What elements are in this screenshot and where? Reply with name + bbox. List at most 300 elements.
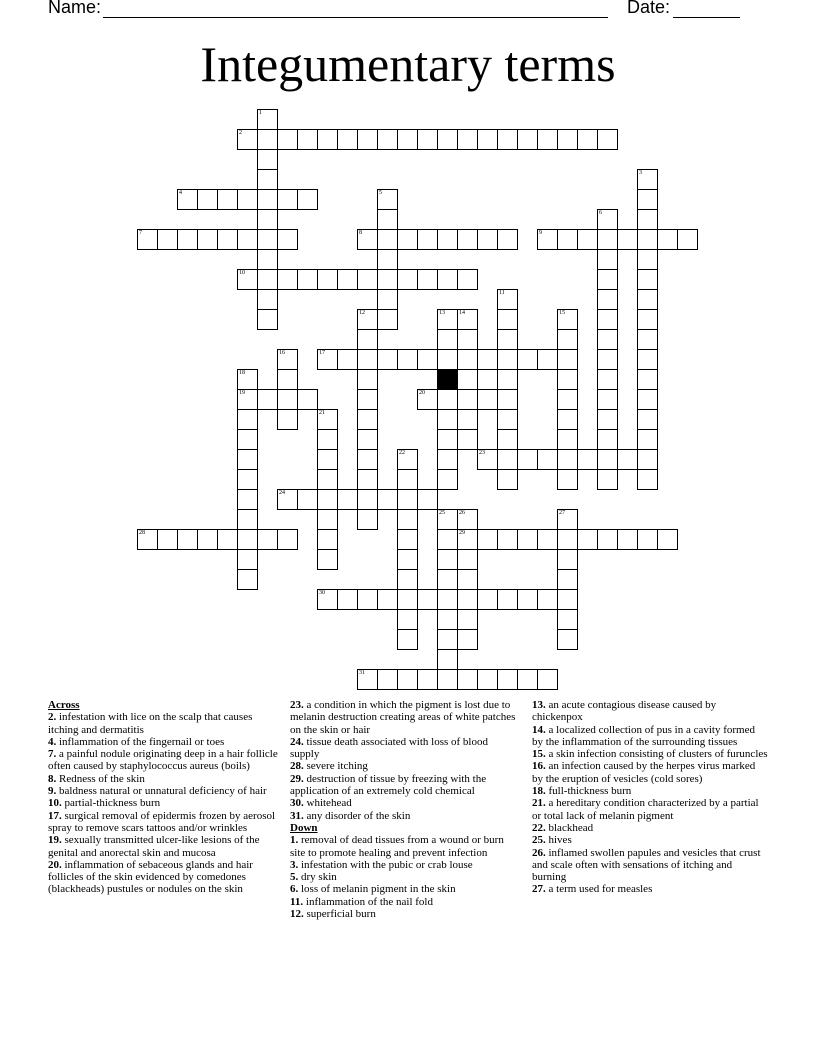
- crossword-cell[interactable]: [577, 129, 598, 150]
- down-clue: [290, 908, 520, 920]
- crossword-cell[interactable]: [397, 529, 418, 550]
- crossword-cell[interactable]: [297, 489, 318, 510]
- crossword-cell[interactable]: [597, 429, 618, 450]
- crossword-cell[interactable]: [477, 129, 498, 150]
- crossword-cell[interactable]: [617, 229, 638, 250]
- crossword-cell[interactable]: [437, 569, 458, 590]
- clue-label: 11.: [290, 895, 304, 908]
- crossword-cell[interactable]: [677, 229, 698, 250]
- crossword-cell[interactable]: [477, 529, 498, 550]
- crossword-cell[interactable]: [417, 349, 438, 370]
- crossword-cell[interactable]: [497, 309, 518, 330]
- crossword-cell[interactable]: [597, 129, 618, 150]
- crossword-cell[interactable]: [597, 369, 618, 390]
- crossword-cell[interactable]: [537, 589, 558, 610]
- crossword-cell[interactable]: [357, 669, 378, 690]
- crossword-cell[interactable]: [437, 669, 458, 690]
- crossword-cell[interactable]: [237, 429, 258, 450]
- crossword-cell[interactable]: [437, 329, 458, 350]
- crossword-cell[interactable]: [597, 309, 618, 330]
- crossword-cell[interactable]: [557, 509, 578, 530]
- crossword-cell[interactable]: [437, 549, 458, 570]
- crossword-cell[interactable]: [437, 649, 458, 670]
- crossword-cell[interactable]: [597, 269, 618, 290]
- across-clue: [48, 773, 282, 785]
- crossword-cell[interactable]: [457, 609, 478, 630]
- crossword-cell[interactable]: [157, 529, 178, 550]
- crossword-cell[interactable]: [557, 589, 578, 610]
- crossword-cell[interactable]: [317, 449, 338, 470]
- crossword-cell[interactable]: [497, 409, 518, 430]
- crossword-cell[interactable]: [557, 609, 578, 630]
- crossword-cell[interactable]: [497, 289, 518, 310]
- crossword-cell[interactable]: [497, 329, 518, 350]
- down-clue: [532, 883, 768, 895]
- crossword-cell[interactable]: [377, 209, 398, 230]
- crossword-cell[interactable]: [337, 269, 358, 290]
- crossword-cell[interactable]: [597, 249, 618, 270]
- crossword-cell[interactable]: [557, 329, 578, 350]
- crossword-cell[interactable]: [637, 349, 658, 370]
- crossword-cell[interactable]: [417, 489, 438, 510]
- crossword-cell[interactable]: [377, 269, 398, 290]
- crossword-cell[interactable]: [297, 189, 318, 210]
- crossword-cell[interactable]: [557, 229, 578, 250]
- crossword-cell[interactable]: [537, 449, 558, 470]
- down-clue: [532, 724, 768, 749]
- crossword-cell[interactable]: [337, 589, 358, 610]
- crossword-cell[interactable]: [477, 589, 498, 610]
- crossword-cell[interactable]: [637, 169, 658, 190]
- crossword-cell[interactable]: [357, 269, 378, 290]
- crossword-cell[interactable]: [597, 529, 618, 550]
- crossword-cell[interactable]: [457, 229, 478, 250]
- crossword-cell[interactable]: [517, 669, 538, 690]
- crossword-cell[interactable]: [577, 229, 598, 250]
- crossword-cell[interactable]: [317, 509, 338, 530]
- crossword-cell[interactable]: [377, 349, 398, 370]
- crossword-cell[interactable]: [237, 549, 258, 570]
- clue-text: inflammation of the fingernail or toes: [56, 735, 225, 748]
- clue-text: sexually transmitted ulcer-like lesions of the genital and anorectal skin and mucosa: [48, 834, 260, 859]
- crossword-cell[interactable]: [437, 589, 458, 610]
- crossword-cell[interactable]: [557, 549, 578, 570]
- crossword-cell[interactable]: [557, 309, 578, 330]
- crossword-cell[interactable]: [237, 529, 258, 550]
- crossword-cell[interactable]: [237, 229, 258, 250]
- crossword-cell[interactable]: [637, 429, 658, 450]
- crossword-cell[interactable]: [197, 229, 218, 250]
- crossword-cell[interactable]: [457, 329, 478, 350]
- clue-text: severe itching: [303, 760, 368, 773]
- crossword-cell[interactable]: [477, 449, 498, 470]
- crossword-cell[interactable]: [637, 469, 658, 490]
- crossword-cell[interactable]: [317, 429, 338, 450]
- crossword-cell[interactable]: [237, 269, 258, 290]
- crossword-cell[interactable]: [637, 249, 658, 270]
- crossword-cell[interactable]: [557, 429, 578, 450]
- crossword-cell[interactable]: [357, 349, 378, 370]
- crossword-cell[interactable]: [217, 189, 238, 210]
- clue-number: 25: [439, 510, 445, 516]
- crossword-cell[interactable]: [377, 669, 398, 690]
- clue-label: 4.: [48, 735, 57, 748]
- crossword-cell[interactable]: [637, 309, 658, 330]
- across-heading: Across: [48, 699, 80, 711]
- crossword-cell[interactable]: [417, 269, 438, 290]
- crossword-cell[interactable]: [277, 269, 298, 290]
- crossword-cell[interactable]: [397, 129, 418, 150]
- crossword-cell[interactable]: [457, 409, 478, 430]
- crossword-cell[interactable]: [517, 529, 538, 550]
- crossword-cell[interactable]: [597, 449, 618, 470]
- crossword-cell[interactable]: [357, 509, 378, 530]
- crossword-cell[interactable]: [457, 429, 478, 450]
- crossword-cell[interactable]: [357, 489, 378, 510]
- crossword-cell[interactable]: [257, 289, 278, 310]
- crossword-cell[interactable]: [397, 229, 418, 250]
- crossword-cell[interactable]: [317, 469, 338, 490]
- crossword-cell[interactable]: [637, 409, 658, 430]
- crossword-cell[interactable]: [337, 349, 358, 370]
- clue-number: 8: [359, 230, 362, 236]
- crossword-cell[interactable]: [417, 589, 438, 610]
- clue-label: 23.: [290, 699, 304, 711]
- crossword-cell[interactable]: [357, 409, 378, 430]
- crossword-cell[interactable]: [477, 229, 498, 250]
- crossword-cell[interactable]: [597, 329, 618, 350]
- crossword-cell[interactable]: [437, 409, 458, 430]
- crossword-cell[interactable]: [397, 449, 418, 470]
- crossword-cell[interactable]: [277, 369, 298, 390]
- crossword-cell[interactable]: [497, 389, 518, 410]
- crossword-cell[interactable]: [557, 349, 578, 370]
- crossword-cell[interactable]: [457, 349, 478, 370]
- crossword-cell[interactable]: [357, 449, 378, 470]
- crossword-cell[interactable]: [337, 129, 358, 150]
- crossword-cell[interactable]: [637, 529, 658, 550]
- crossword-cell[interactable]: [637, 449, 658, 470]
- crossword-cell[interactable]: [477, 669, 498, 690]
- crossword-cell[interactable]: [437, 529, 458, 550]
- crossword-cell[interactable]: [517, 129, 538, 150]
- crossword-cell[interactable]: [297, 389, 318, 410]
- crossword-cell[interactable]: [377, 129, 398, 150]
- crossword-cell[interactable]: [637, 289, 658, 310]
- crossword-cell[interactable]: [477, 349, 498, 370]
- down-clue: [290, 871, 520, 883]
- clue-number: 2: [239, 130, 242, 136]
- crossword-cell[interactable]: [257, 149, 278, 170]
- crossword-cell[interactable]: [377, 489, 398, 510]
- crossword-cell[interactable]: [537, 349, 558, 370]
- crossword-cell[interactable]: [377, 289, 398, 310]
- clues-column-2: [290, 699, 520, 920]
- crossword-cell[interactable]: [197, 529, 218, 550]
- crossword-cell[interactable]: [617, 529, 638, 550]
- crossword-cell[interactable]: [497, 529, 518, 550]
- crossword-cell[interactable]: [157, 229, 178, 250]
- crossword-cell[interactable]: [597, 289, 618, 310]
- crossword-cell[interactable]: [397, 549, 418, 570]
- crossword-cell[interactable]: [597, 409, 618, 430]
- crossword-cell[interactable]: [237, 389, 258, 410]
- crossword-cell[interactable]: [557, 569, 578, 590]
- crossword-cell[interactable]: [577, 529, 598, 550]
- crossword-cell[interactable]: [237, 469, 258, 490]
- crossword-cell[interactable]: [277, 129, 298, 150]
- crossword-cell[interactable]: [237, 509, 258, 530]
- clue-label: 25.: [532, 834, 546, 847]
- crossword-cell[interactable]: [557, 629, 578, 650]
- crossword-cell[interactable]: [277, 349, 298, 370]
- crossword-cell[interactable]: [317, 409, 338, 430]
- clue-number: 27: [559, 510, 565, 516]
- clue-text: a term used for measles: [545, 883, 653, 896]
- crossword-cell[interactable]: [437, 629, 458, 650]
- crossword-cell[interactable]: [497, 449, 518, 470]
- crossword-cell[interactable]: [657, 529, 678, 550]
- crossword-cell[interactable]: [237, 369, 258, 390]
- down-clue: [532, 760, 768, 785]
- crossword-cell[interactable]: [397, 489, 418, 510]
- crossword-cell[interactable]: [597, 229, 618, 250]
- crossword-cell[interactable]: [557, 529, 578, 550]
- clue-text: any disorder of the skin: [303, 809, 411, 822]
- page-title: Integumentary terms: [200, 36, 616, 92]
- crossword-cell[interactable]: [177, 189, 198, 210]
- crossword-cell[interactable]: [637, 389, 658, 410]
- clue-text: a skin infection consisting of clusters of furuncles: [545, 748, 768, 761]
- crossword-cell[interactable]: [237, 569, 258, 590]
- crossword-cell[interactable]: [537, 669, 558, 690]
- crossword-cell[interactable]: [257, 109, 278, 130]
- crossword-cell[interactable]: [637, 369, 658, 390]
- crossword-cell[interactable]: [457, 549, 478, 570]
- crossword-cell[interactable]: [417, 669, 438, 690]
- crossword-cell[interactable]: [517, 449, 538, 470]
- crossword-cell[interactable]: [177, 529, 198, 550]
- crossword-cell[interactable]: [357, 309, 378, 330]
- crossword-cell[interactable]: [357, 589, 378, 610]
- crossword-cell[interactable]: [457, 269, 478, 290]
- crossword-cell[interactable]: [457, 309, 478, 330]
- clue-number: 3: [639, 170, 642, 176]
- crossword-cell[interactable]: [277, 389, 298, 410]
- crossword-cell[interactable]: [357, 129, 378, 150]
- crossword-cell[interactable]: [417, 229, 438, 250]
- crossword-cell[interactable]: [617, 449, 638, 470]
- crossword-cell[interactable]: [277, 409, 298, 430]
- crossword-cell[interactable]: [457, 529, 478, 550]
- crossword-cell[interactable]: [557, 129, 578, 150]
- crossword-cell[interactable]: [497, 589, 518, 610]
- clue-label: 10.: [48, 797, 62, 810]
- crossword-cell[interactable]: [517, 349, 538, 370]
- crossword-cell[interactable]: [137, 229, 158, 250]
- crossword-cell[interactable]: [237, 409, 258, 430]
- crossword-cell[interactable]: [257, 389, 278, 410]
- crossword-cell[interactable]: [497, 429, 518, 450]
- crossword-cell[interactable]: [257, 209, 278, 230]
- crossword-cell[interactable]: [597, 389, 618, 410]
- crossword-cell[interactable]: [397, 569, 418, 590]
- crossword-cell[interactable]: [417, 389, 438, 410]
- crossword-cell[interactable]: [377, 249, 398, 270]
- crossword-cell[interactable]: [317, 549, 338, 570]
- crossword-cell[interactable]: [277, 189, 298, 210]
- clue-label: 18.: [532, 785, 546, 798]
- crossword-cell[interactable]: [137, 529, 158, 550]
- across-clue: [48, 834, 282, 859]
- crossword-cell[interactable]: [637, 209, 658, 230]
- crossword-cell[interactable]: [397, 629, 418, 650]
- crossword-cell[interactable]: [377, 309, 398, 330]
- crossword-cell[interactable]: [317, 589, 338, 610]
- crossword-cell[interactable]: [217, 229, 238, 250]
- crossword-cell[interactable]: [437, 229, 458, 250]
- crossword-cell[interactable]: [397, 469, 418, 490]
- crossword-cell[interactable]: [457, 509, 478, 530]
- crossword-cell[interactable]: [257, 249, 278, 270]
- crossword-cell[interactable]: [437, 129, 458, 150]
- crossword-cell[interactable]: [377, 589, 398, 610]
- crossword-cell[interactable]: [257, 229, 278, 250]
- crossword-cell[interactable]: [377, 229, 398, 250]
- crossword-cell[interactable]: [317, 349, 338, 370]
- crossword-cell[interactable]: [197, 189, 218, 210]
- name-label: Name:: [48, 0, 102, 17]
- crossword-cell[interactable]: [497, 469, 518, 490]
- crossword-cell[interactable]: [357, 429, 378, 450]
- crossword-cell[interactable]: [437, 389, 458, 410]
- crossword-cell[interactable]: [257, 309, 278, 330]
- crossword-cell[interactable]: [497, 129, 518, 150]
- date-label: Date:: [627, 0, 671, 17]
- crossword-cell[interactable]: [317, 529, 338, 550]
- crossword-cell[interactable]: [437, 509, 458, 530]
- crossword-cell[interactable]: [397, 589, 418, 610]
- crossword-cell[interactable]: [557, 369, 578, 390]
- crossword-cell[interactable]: [597, 349, 618, 370]
- crossword-cell[interactable]: [257, 529, 278, 550]
- crossword-cell[interactable]: [237, 489, 258, 510]
- crossword-cell[interactable]: [437, 309, 458, 330]
- crossword-cell[interactable]: [437, 609, 458, 630]
- crossword-cell[interactable]: [297, 269, 318, 290]
- crossword-cell[interactable]: [517, 589, 538, 610]
- crossword-cell[interactable]: [497, 369, 518, 390]
- clue-text: blackhead: [545, 821, 594, 834]
- crossword-cell[interactable]: [397, 349, 418, 370]
- crossword-cell[interactable]: [337, 489, 358, 510]
- across-clue: [290, 773, 520, 798]
- crossword-cell[interactable]: [377, 189, 398, 210]
- crossword-cell[interactable]: [397, 669, 418, 690]
- crossword-cell[interactable]: [217, 529, 238, 550]
- crossword-cell[interactable]: [597, 469, 618, 490]
- across-clue: [290, 736, 520, 761]
- crossword-cell[interactable]: [237, 189, 258, 210]
- across-clue: [48, 810, 282, 835]
- crossword-cell[interactable]: [457, 129, 478, 150]
- crossword-cell[interactable]: [437, 469, 458, 490]
- crossword-cell[interactable]: [457, 569, 478, 590]
- crossword-cell[interactable]: [357, 229, 378, 250]
- crossword-cell[interactable]: [497, 229, 518, 250]
- crossword-cell[interactable]: [537, 129, 558, 150]
- crossword-cell[interactable]: [297, 129, 318, 150]
- crossword-cell[interactable]: [357, 469, 378, 490]
- crossword-cell[interactable]: [497, 349, 518, 370]
- crossword-cell[interactable]: [577, 449, 598, 470]
- crossword-cell[interactable]: [457, 369, 478, 390]
- down-clue: [532, 834, 768, 846]
- crossword-cell[interactable]: [357, 369, 378, 390]
- crossword-cell[interactable]: [637, 229, 658, 250]
- crossword-cell[interactable]: [257, 169, 278, 190]
- crossword-cell[interactable]: [477, 389, 498, 410]
- crossword-cell[interactable]: [637, 329, 658, 350]
- crossword-cell[interactable]: [657, 229, 678, 250]
- crossword-cell[interactable]: [557, 469, 578, 490]
- clue-number: 16: [279, 350, 285, 356]
- crossword-cell[interactable]: [537, 529, 558, 550]
- crossword-cell[interactable]: [437, 429, 458, 450]
- crossword-cell[interactable]: [277, 529, 298, 550]
- clue-number: 10: [239, 270, 245, 276]
- clue-label: 17.: [48, 809, 62, 822]
- crossword-cell[interactable]: [277, 229, 298, 250]
- crossword-cell[interactable]: [457, 629, 478, 650]
- across-clue: [48, 748, 282, 773]
- crossword-cell[interactable]: [437, 269, 458, 290]
- across-clue: [48, 859, 282, 896]
- crossword-cell[interactable]: [497, 669, 518, 690]
- crossword-cell[interactable]: [537, 229, 558, 250]
- crossword-cell[interactable]: [637, 269, 658, 290]
- crossword-cell[interactable]: [237, 449, 258, 470]
- crossword-cell[interactable]: [177, 229, 198, 250]
- crossword-cell[interactable]: [437, 449, 458, 470]
- down-clue: [532, 847, 768, 884]
- crossword-cell[interactable]: [317, 489, 338, 510]
- crossword-cell[interactable]: [457, 669, 478, 690]
- crossword-cell[interactable]: [557, 389, 578, 410]
- crossword-cell[interactable]: [277, 489, 298, 510]
- crossword-cell[interactable]: [557, 449, 578, 470]
- crossword-cell[interactable]: [557, 409, 578, 430]
- crossword-cell[interactable]: [437, 349, 458, 370]
- crossword-cell[interactable]: [597, 209, 618, 230]
- crossword-cell[interactable]: [257, 189, 278, 210]
- crossword-cell[interactable]: [317, 269, 338, 290]
- crossword-cell[interactable]: [357, 329, 378, 350]
- crossword-cell[interactable]: [357, 389, 378, 410]
- crossword-cell[interactable]: [237, 129, 258, 150]
- crossword-cell[interactable]: [397, 509, 418, 530]
- crossword-cell[interactable]: [397, 609, 418, 630]
- crossword-cell[interactable]: [417, 129, 438, 150]
- clue-text: hives: [545, 834, 572, 847]
- crossword-cell[interactable]: [457, 389, 478, 410]
- crossword-cell[interactable]: [257, 269, 278, 290]
- crossword-cell[interactable]: [397, 269, 418, 290]
- crossword-cell[interactable]: [457, 589, 478, 610]
- crossword-cell[interactable]: [317, 129, 338, 150]
- crossword-cell[interactable]: [257, 129, 278, 150]
- crossword-cell[interactable]: [637, 189, 658, 210]
